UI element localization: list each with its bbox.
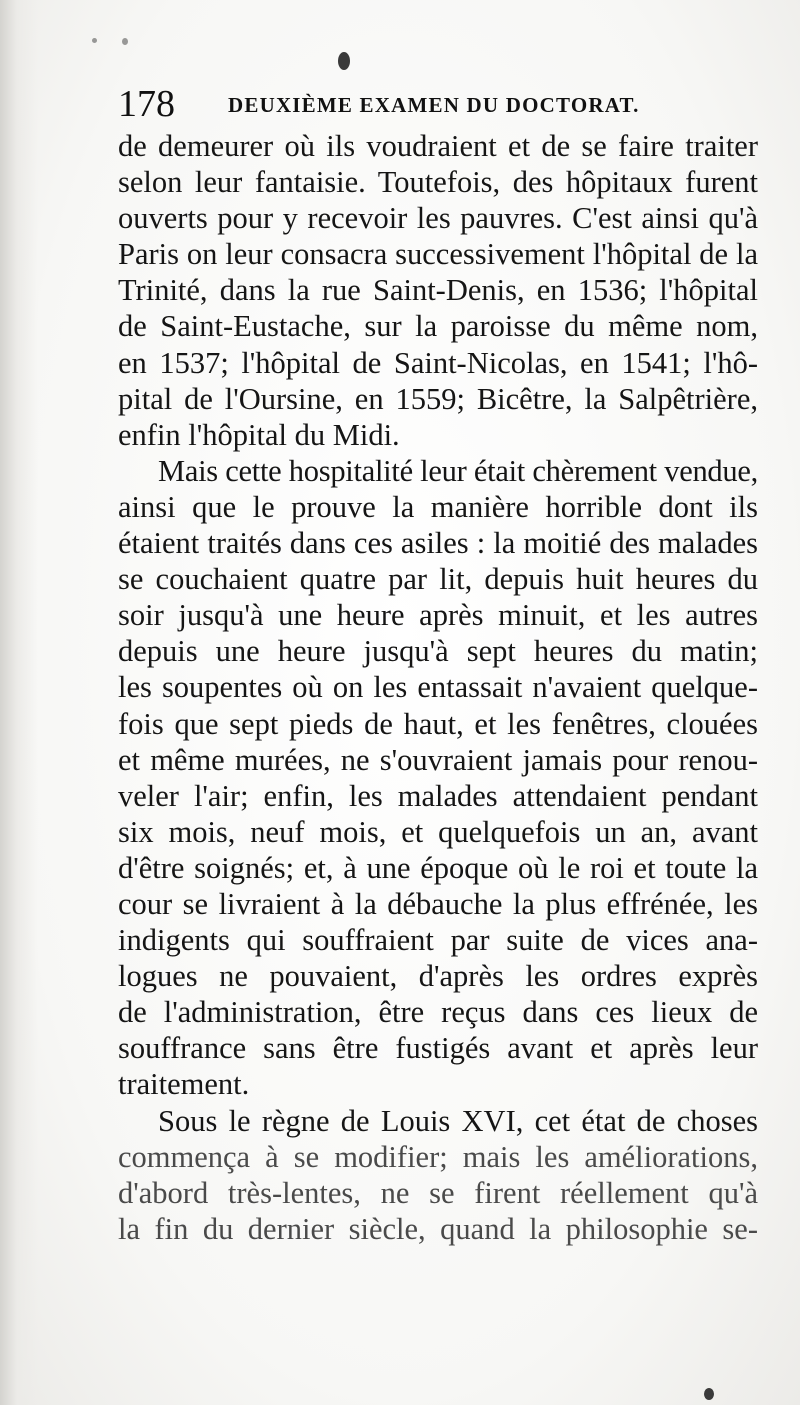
text-line: de l'administration, être reçus dans ces lieux de — [118, 995, 758, 1030]
body-text — [118, 128, 758, 1247]
text-line: cour se livraient à la débauche la plus effrénée, les — [118, 886, 758, 921]
text-line: enfin l'hôpital du Midi. — [118, 417, 400, 452]
paragraph-3 — [118, 1103, 758, 1247]
text-line: six mois, neuf mois, et quelquefois un an, avant — [118, 814, 758, 849]
text-line: veler l'air; enfin, les malades attendaient pendant — [118, 778, 758, 813]
text-line: logues ne pouvaient, d'après les ordres exprès — [118, 959, 758, 994]
text-line: traitement. — [118, 1067, 250, 1102]
paragraph-2 — [118, 453, 758, 1103]
page-header — [118, 80, 758, 128]
running-head: DEUXIÈME EXAMEN DU DOCTORAT. — [228, 93, 640, 117]
text-line: et même murées, ne s'ouvraient jamais pour renou- — [118, 742, 758, 777]
ink-speck — [704, 1388, 714, 1400]
text-line: souffrance sans être fustigés avant et après leur — [118, 1031, 758, 1066]
text-line: ainsi que le prouve la manière horrible dont ils — [118, 489, 758, 524]
text-line: pital de l'Oursine, en 1559; Bicêtre, la Salpêtrière, — [118, 381, 758, 416]
text-line: se couchaient quatre par lit, depuis huit heures du — [118, 562, 758, 597]
text-line: d'abord très-lentes, ne se firent réellement qu'à — [118, 1175, 758, 1210]
text-line: de demeurer où ils voudraient et de se faire traiter — [118, 129, 758, 163]
page-number: 178 — [118, 83, 175, 125]
text-line: les soupentes où on les entassait n'avaient quelque- — [118, 670, 758, 705]
text-line: Mais cette hospitalité leur était chèrement vendue, — [158, 453, 758, 488]
text-line: d'être soignés; et, à une époque où le roi et toute la — [118, 850, 758, 885]
text-line: en 1537; l'hôpital de Saint-Nicolas, en 1541; l'hô- — [118, 345, 758, 380]
text-line: de Saint-Eustache, sur la paroisse du même nom, — [118, 309, 758, 344]
paragraph-1 — [118, 128, 758, 453]
text-line: soir jusqu'à une heure après minuit, et les autres — [118, 598, 758, 633]
ink-speck — [338, 52, 350, 70]
page-gutter-shadow — [0, 0, 38, 1405]
text-line: depuis une heure jusqu'à sept heures du matin; — [118, 634, 758, 669]
text-line: Trinité, dans la rue Saint-Denis, en 1536; l'hôpital — [118, 273, 758, 308]
text-line: Paris on leur consacra successivement l'hôpital de la — [118, 237, 758, 272]
text-line: ouverts pour y recevoir les pauvres. C'est ainsi qu'à — [118, 201, 758, 236]
text-line: commença à se modifier; mais les améliorations, — [118, 1139, 758, 1174]
text-line: la fin du dernier siècle, quand la philosophie se- — [118, 1211, 758, 1246]
text-line: fois que sept pieds de haut, et les fenêtres, clouées — [118, 706, 758, 741]
ink-speck — [122, 38, 128, 45]
text-line: indigents qui souffraient par suite de vices ana- — [118, 923, 758, 958]
text-line: étaient traités dans ces asiles : la moitié des malades — [118, 526, 758, 561]
text-line: selon leur fantaisie. Toutefois, des hôpitaux furent — [118, 165, 758, 200]
text-line: Sous le règne de Louis XVI, cet état de choses — [158, 1103, 758, 1138]
ink-speck — [92, 38, 97, 43]
